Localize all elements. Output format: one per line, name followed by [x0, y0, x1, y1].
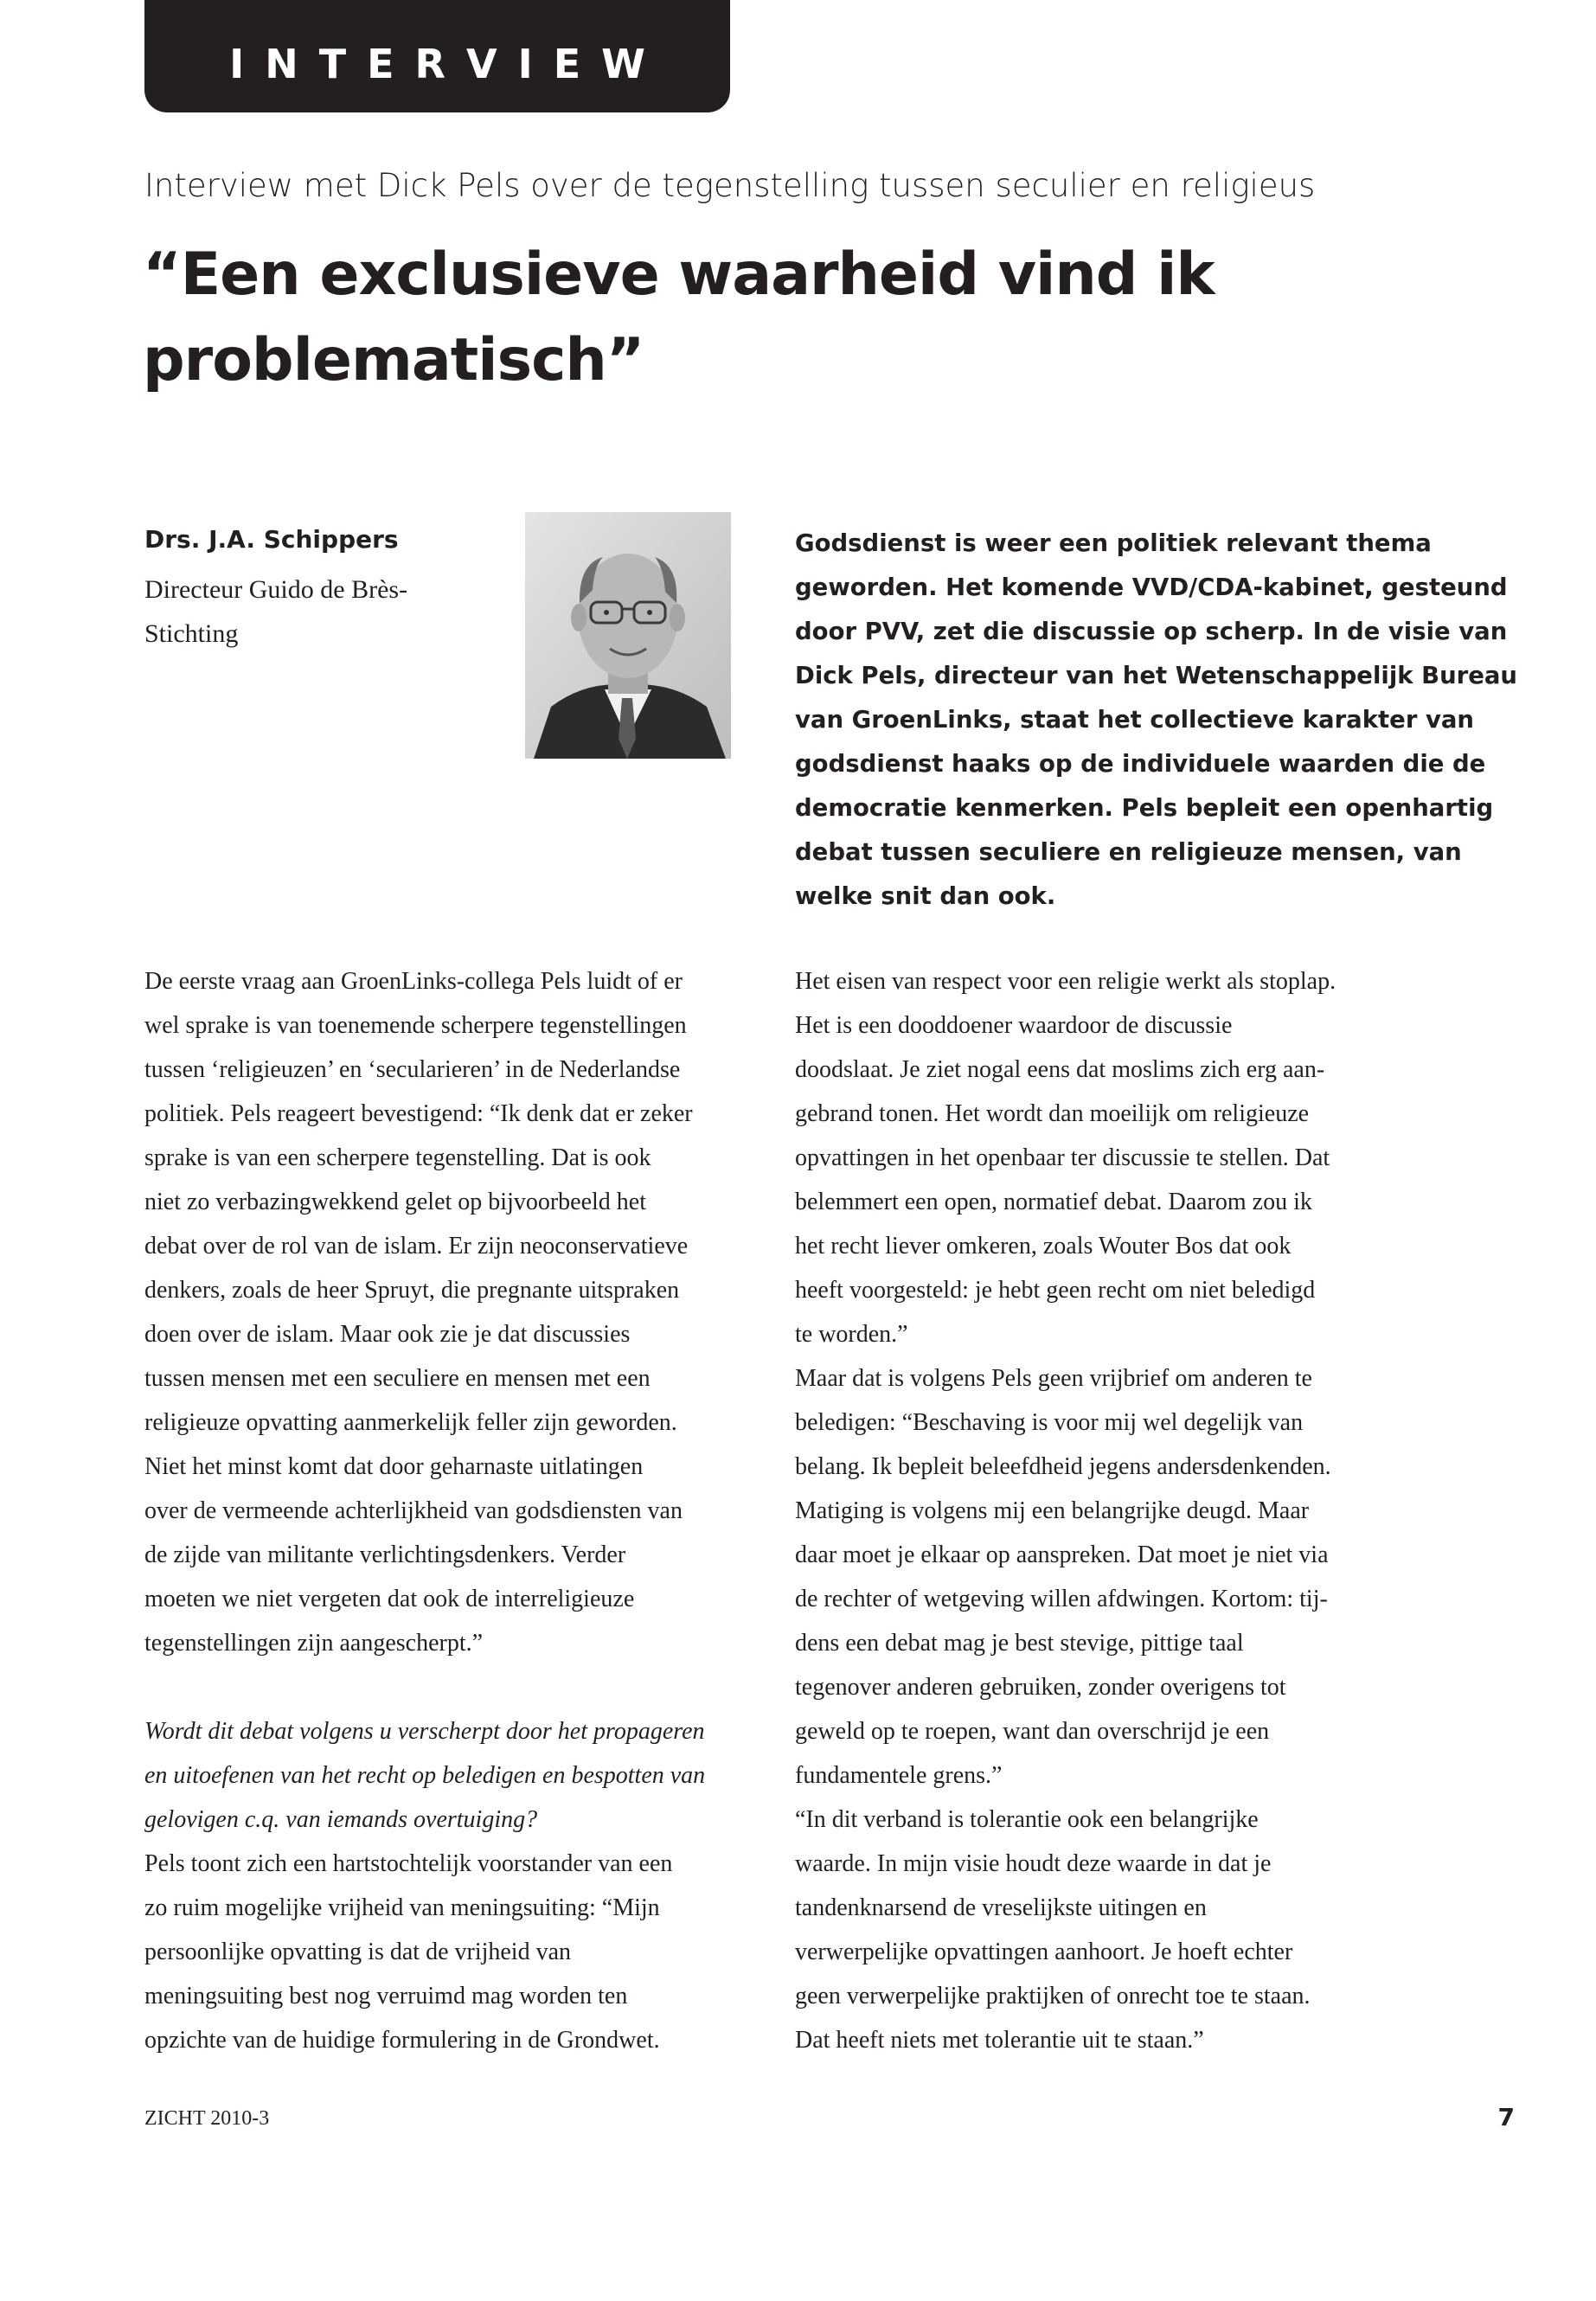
section-tab-label: INTERVIEW — [229, 41, 666, 87]
body-line: persoonlijke opvatting is dat de vrijheid van — [144, 1939, 572, 1965]
body-line: opzichte van de huidige formulering in de Grondwet. — [144, 2027, 660, 2054]
body-line: verwerpelijke opvattingen aanhoort. Je hoeft echter — [795, 1939, 1293, 1965]
author-role — [144, 567, 456, 656]
body-line: Matiging is volgens mij een belangrijke deugd. Maar — [795, 1497, 1310, 1524]
body-line: Dat heeft niets met tolerantie uit te staan.” — [795, 2027, 1204, 2054]
body-line: waarde. In mijn visie houdt deze waarde in dat je — [795, 1850, 1272, 1877]
body-line: doodslaat. Je ziet nogal eens dat moslims zich erg aan- — [795, 1056, 1325, 1083]
interview-question — [144, 1709, 750, 1842]
body-line: geen verwerpelijke praktijken of onrecht toe te staan. — [795, 1983, 1311, 2009]
body-line: het recht liever omkeren, zoals Wouter Bos dat ook — [795, 1233, 1292, 1259]
body-line: heeft voorgesteld: je hebt geen recht om niet beledigd — [795, 1277, 1316, 1304]
body-line: de zijde van militante verlichtingsdenkers. Verder — [144, 1541, 626, 1568]
body-line: Niet het minst komt dat door geharnaste uitlatingen — [144, 1453, 644, 1480]
body-line: meningsuiting best nog verruimd mag worden ten — [144, 1983, 628, 2009]
author-role-line-2: Stichting — [144, 619, 239, 648]
question-line: gelovigen c.q. van iemands overtuiging? — [144, 1806, 538, 1833]
body-line: moeten we niet vergeten dat ook de interreligieuze — [144, 1586, 635, 1612]
body-line: debat over de rol van de islam. Er zijn neoconservatieve — [144, 1233, 689, 1259]
body-column-left — [144, 959, 750, 2062]
body-line: wel sprake is van toenemende scherpere tegenstellingen — [144, 1012, 687, 1039]
body-line: tussen mensen met een seculiere en mensen met een — [144, 1365, 651, 1392]
body-line: politiek. Pels reageert bevestigend: “Ik denk dat er zeker — [144, 1100, 693, 1127]
body-line: tegenover anderen gebruiken, zonder overigens tot — [795, 1674, 1286, 1701]
body-line: daar moet je elkaar op aanspreken. Dat moet je niet via — [795, 1541, 1329, 1568]
question-line: en uitoefenen van het recht op beledigen en bespotten van — [144, 1762, 706, 1789]
question-line: Wordt dit debat volgens u verscherpt door het propageren — [144, 1718, 705, 1745]
article-headline — [143, 232, 1224, 403]
body-line: denkers, zoals de heer Spruyt, die pregnante uitspraken — [144, 1277, 680, 1304]
body-line: dens een debat mag je best stevige, pittige taal — [795, 1630, 1244, 1657]
left-paragraph-1 — [144, 959, 750, 1665]
page-number: 7 — [1497, 2103, 1515, 2131]
body-line: te worden.” — [795, 1321, 908, 1348]
headline-line-1: “Een exclusieve waarheid vind ik — [143, 240, 1215, 309]
body-line: gebrand tonen. Het wordt dan moeilijk om religieuze — [795, 1100, 1310, 1127]
body-line: de rechter of wetgeving willen afdwingen. Kortom: tij- — [795, 1586, 1328, 1612]
body-line: Het is een dooddoener waardoor de discussie — [795, 1012, 1233, 1039]
body-line: religieuze opvatting aanmerkelijk feller zijn geworden. — [144, 1409, 677, 1436]
author-name: Drs. J.A. Schippers — [144, 525, 399, 554]
publication-footer: ZICHT 2010-3 — [144, 2107, 270, 2130]
body-line: doen over de islam. Maar ook zie je dat discussies — [144, 1321, 631, 1348]
body-line: over de vermeende achterlijkheid van godsdiensten van — [144, 1497, 683, 1524]
article-subtitle: Interview met Dick Pels over de tegenstelling tussen seculier en religieus — [144, 167, 1316, 204]
body-line: Pels toont zich een hartstochtelijk voorstander van een — [144, 1850, 673, 1877]
portrait-image — [525, 512, 731, 759]
body-line: tegenstellingen zijn aangescherpt.” — [144, 1630, 484, 1657]
body-line: zo ruim mogelijke vrijheid van meningsuiting: “Mijn — [144, 1894, 660, 1921]
body-line: sprake is van een scherpere tegenstelling. Dat is ook — [144, 1144, 651, 1171]
body-column-right — [795, 959, 1418, 2062]
body-line: beledigen: “Beschaving is voor mij wel degelijk van — [795, 1409, 1304, 1436]
body-line: belang. Ik bepleit beleefdheid jegens andersdenkenden. — [795, 1453, 1331, 1480]
author-photo — [525, 512, 731, 759]
body-line: niet zo verbazingwekkend gelet op bijvoorbeeld het — [144, 1189, 647, 1215]
headline-line-2: problematisch” — [143, 326, 644, 394]
body-line: opvattingen in het openbaar ter discussie te stellen. Dat — [795, 1144, 1330, 1171]
article-lead: Godsdienst is weer een politiek relevant thema geworden. Het komende VVD/CDA-kabinet, gesteund door PVV, zet die discussie op scherp. In de visie van Dick Pels, directeur van het Wetenschappelijk Bureau van GroenLinks, staat het collectieve karakter van godsdienst haaks op de individuele waarden die de democratie kenmerken. Pels bepleit een openhartig debat tussen seculiere en religieuze mensen, van welke snit dan ook. — [795, 529, 1517, 910]
author-role-line-1: Directeur Guido de Brès- — [144, 575, 408, 604]
body-line: “In dit verband is tolerantie ook een belangrijke — [795, 1806, 1259, 1833]
body-line: geweld op te roepen, want dan overschrijd je een — [795, 1718, 1270, 1745]
body-line: fundamentele grens.” — [795, 1762, 1003, 1789]
body-line: tandenknarsend de vreselijkste uitingen en — [795, 1894, 1207, 1921]
body-line: belemmert een open, normatief debat. Daarom zou ik — [795, 1189, 1312, 1215]
section-tab — [144, 0, 730, 112]
left-paragraph-2 — [144, 1842, 750, 2062]
body-line: Maar dat is volgens Pels geen vrijbrief om anderen te — [795, 1365, 1312, 1392]
body-line: De eerste vraag aan GroenLinks-collega Pels luidt of er — [144, 968, 683, 995]
body-line: Het eisen van respect voor een religie werkt als stoplap. — [795, 968, 1336, 995]
body-line: tussen ‘religieuzen’ en ‘secularieren’ in de Nederlandse — [144, 1056, 681, 1083]
